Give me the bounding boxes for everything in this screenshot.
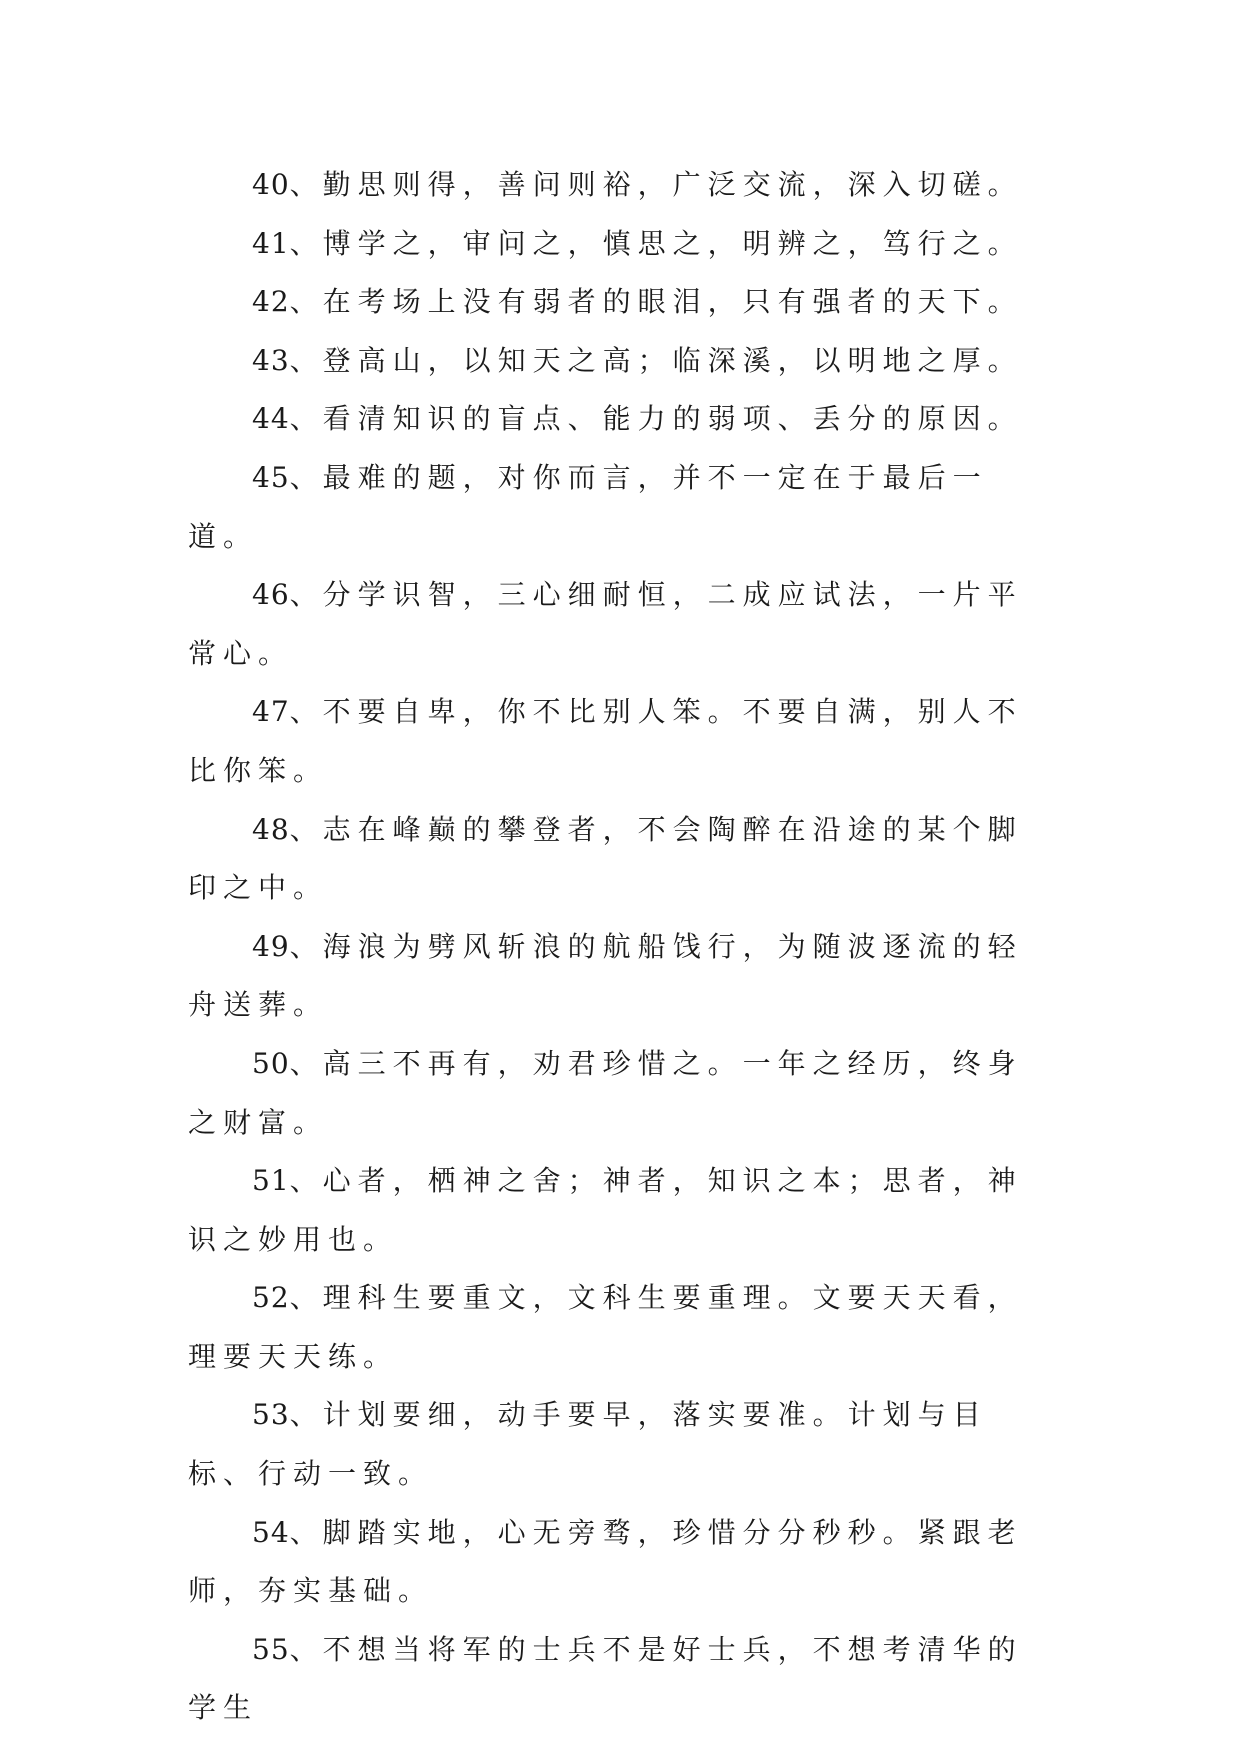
item-number: 42、	[252, 285, 319, 319]
list-item	[188, 449, 1054, 566]
list-item	[188, 1504, 1054, 1621]
item-text: 计划要细，动手要早，落实要准。计划与目标、行动一致。	[188, 1398, 988, 1491]
item-number: 55、	[252, 1632, 319, 1666]
item-number: 41、	[252, 226, 319, 260]
list-item	[188, 215, 1054, 274]
item-text: 博学之，审问之，慎思之，明辨之，笃行之。	[322, 226, 1023, 260]
item-number: 46、	[252, 578, 319, 612]
list-item	[188, 801, 1054, 918]
item-number: 53、	[252, 1398, 319, 1432]
list-item	[188, 1386, 1054, 1503]
item-number: 43、	[252, 343, 319, 377]
list-item	[188, 1269, 1054, 1386]
item-number: 49、	[252, 929, 319, 963]
item-number: 40、	[252, 168, 319, 201]
item-text: 脚踏实地，心无旁骛，珍惜分分秒秒。紧跟老师，夯实基础。	[188, 1515, 1023, 1608]
item-number: 44、	[252, 402, 319, 436]
item-text: 志在峰巅的攀登者，不会陶醉在沿途的某个脚印之中。	[188, 812, 1023, 905]
item-number: 52、	[252, 1281, 319, 1315]
quote-list	[188, 156, 1054, 1738]
item-number: 47、	[252, 695, 319, 729]
item-number: 51、	[252, 1164, 319, 1198]
list-item	[188, 1035, 1054, 1152]
list-item	[188, 156, 1054, 215]
item-number: 45、	[252, 460, 319, 494]
list-item	[188, 1621, 1054, 1738]
item-text: 登高山，以知天之高；临深溪，以明地之厚。	[322, 343, 1023, 377]
item-text: 不想当将军的士兵不是好士兵，不想考清华的学生	[188, 1632, 1023, 1725]
list-item	[188, 273, 1054, 332]
list-item	[188, 332, 1054, 391]
item-number: 50、	[252, 1046, 319, 1080]
list-item	[188, 390, 1054, 449]
item-text: 最难的题，对你而言，并不一定在于最后一道。	[188, 460, 988, 553]
item-text: 在考场上没有弱者的眼泪，只有强者的天下。	[322, 285, 1023, 319]
list-item	[188, 918, 1054, 1035]
list-item	[188, 1152, 1054, 1269]
item-number: 48、	[252, 812, 319, 846]
item-text: 看清知识的盲点、能力的弱项、丢分的原因。	[322, 402, 1023, 436]
item-text: 勤思则得，善问则裕，广泛交流，深入切磋。	[322, 168, 1023, 201]
item-text: 理科生要重文，文科生要重理。文要天天看，理要天天练。	[188, 1281, 1023, 1373]
item-text: 海浪为劈风斩浪的航船饯行，为随波逐流的轻舟送葬。	[188, 929, 1023, 1022]
item-number: 54、	[252, 1515, 319, 1549]
item-text: 不要自卑，你不比别人笨。不要自满，别人不比你笨。	[188, 695, 1023, 787]
item-text: 心者，栖神之舍；神者，知识之本；思者，神识之妙用也。	[188, 1164, 1023, 1256]
item-text: 分学识智，三心细耐恒，二成应试法，一片平常心。	[188, 578, 1023, 670]
list-item	[188, 566, 1054, 683]
list-item	[188, 683, 1054, 800]
item-text: 高三不再有，劝君珍惜之。一年之经历，终身之财富。	[188, 1046, 1023, 1139]
